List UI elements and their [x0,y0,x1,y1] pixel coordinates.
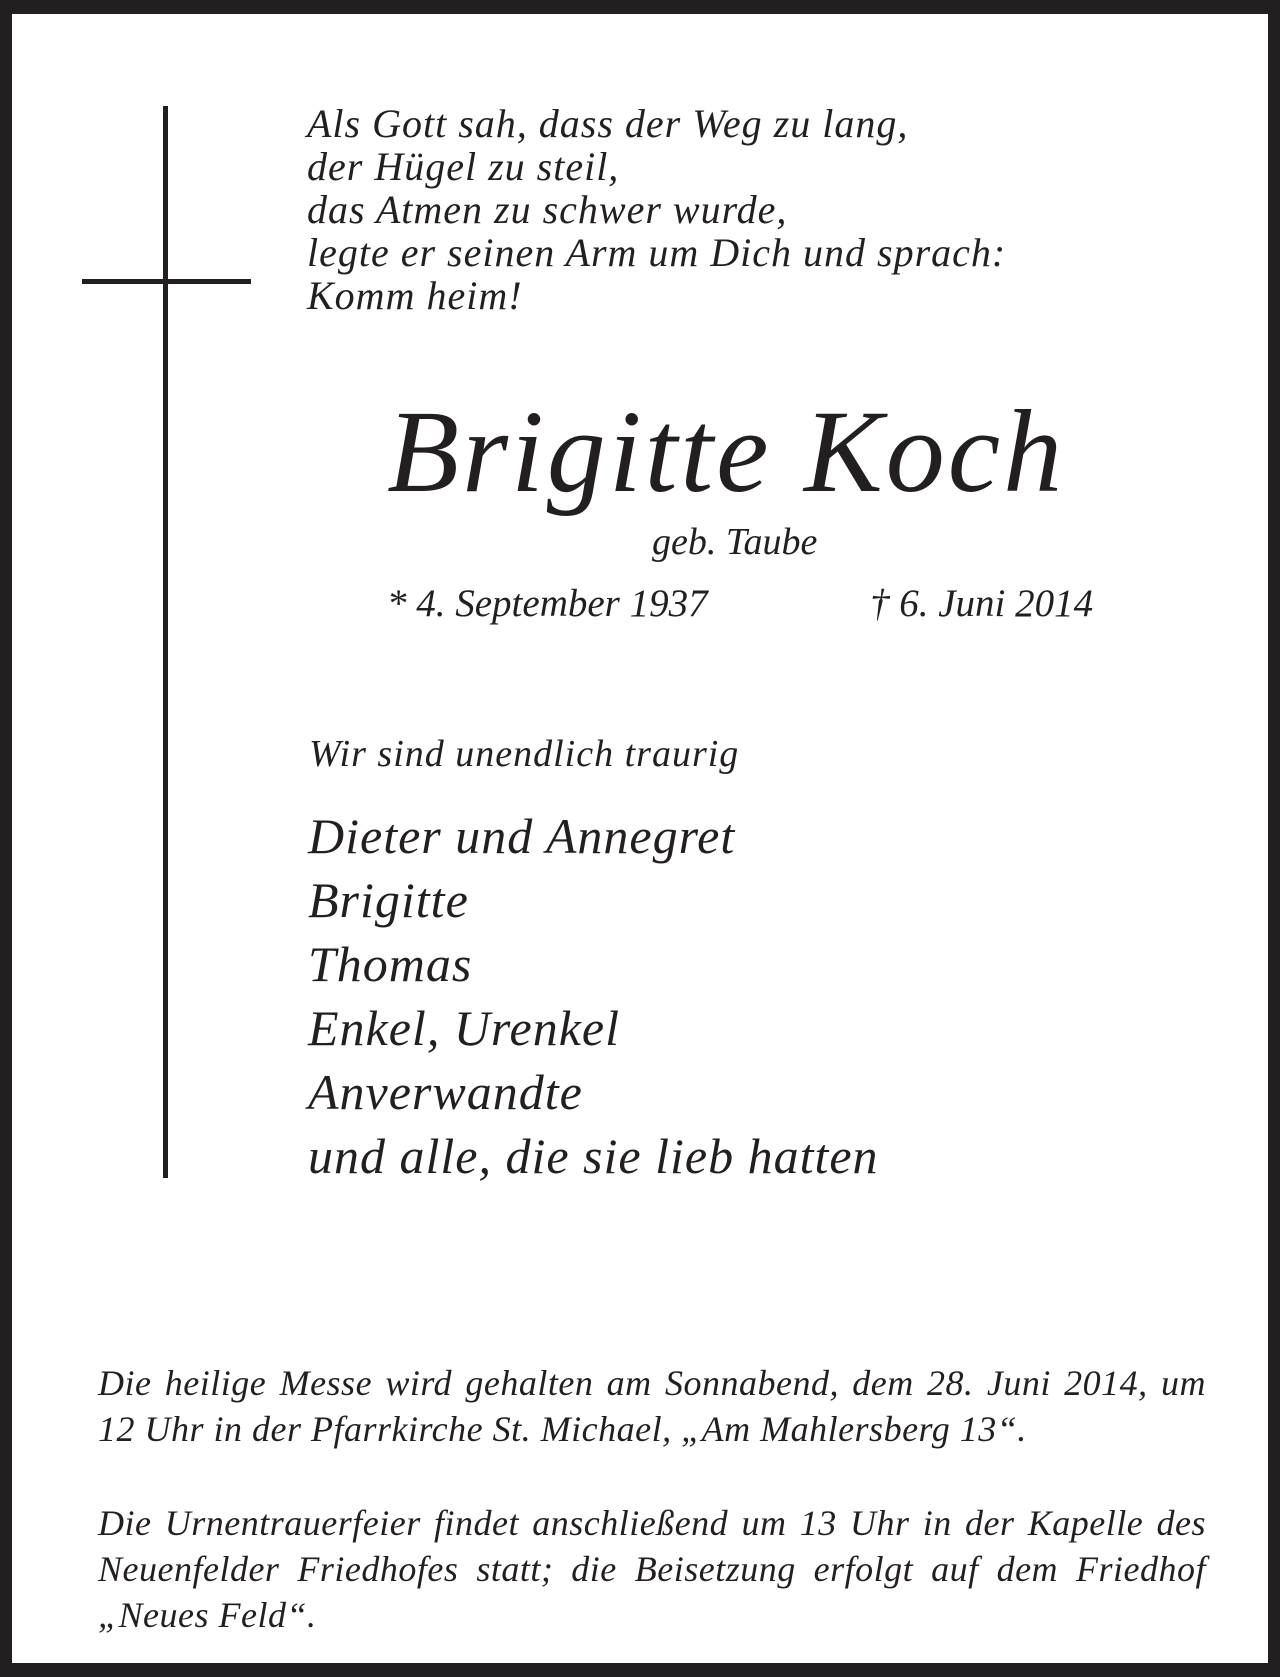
mourner-line: Brigitte [308,872,469,928]
memorial-verse [307,102,1006,317]
birth-date: * 4. September 1937 [387,582,708,625]
verse-line: Komm heim! [307,273,523,318]
mourner-line: und alle, die sie lieb hatten [308,1128,879,1184]
obituary-notice [12,14,1268,1663]
mourner-line: Dieter und Annegret [308,808,736,864]
burial-info: Die Urnentrauerfeier findet anschließend um 13 Uhr in der Kapelle des Neuenfelder Friedhofes statt; die Beisetzung erfolgt auf dem Friedhof „Neues Feld“. [98,1503,1206,1635]
maiden-name: geb. Taube [652,521,818,563]
verse-line: Als Gott sah, dass der Weg zu lang, [307,101,909,146]
verse-line: der Hügel zu steil, [307,144,620,189]
mourners-list [308,804,879,1188]
verse-line: das Atmen zu schwer wurde, [307,187,788,232]
verse-line: legte er seinen Arm um Dich und sprach: [307,230,1007,275]
cross-vertical-bar [163,106,168,1178]
mourning-intro: Wir sind unendlich traurig [309,733,740,775]
cross-horizontal-bar [82,279,251,284]
mass-info: Die heilige Messe wird gehalten am Sonnabend, dem 28. Juni 2014, um 12 Uhr in der Pfarrkirche St. Michael, „Am Mahlersberg 13“. [98,1363,1206,1449]
death-date: † 6. Juni 2014 [870,582,1094,625]
deceased-name: Brigitte Koch [387,386,1066,517]
mourner-line: Anverwandte [308,1064,583,1120]
mourner-line: Enkel, Urenkel [308,1000,620,1056]
mourner-line: Thomas [308,936,473,992]
